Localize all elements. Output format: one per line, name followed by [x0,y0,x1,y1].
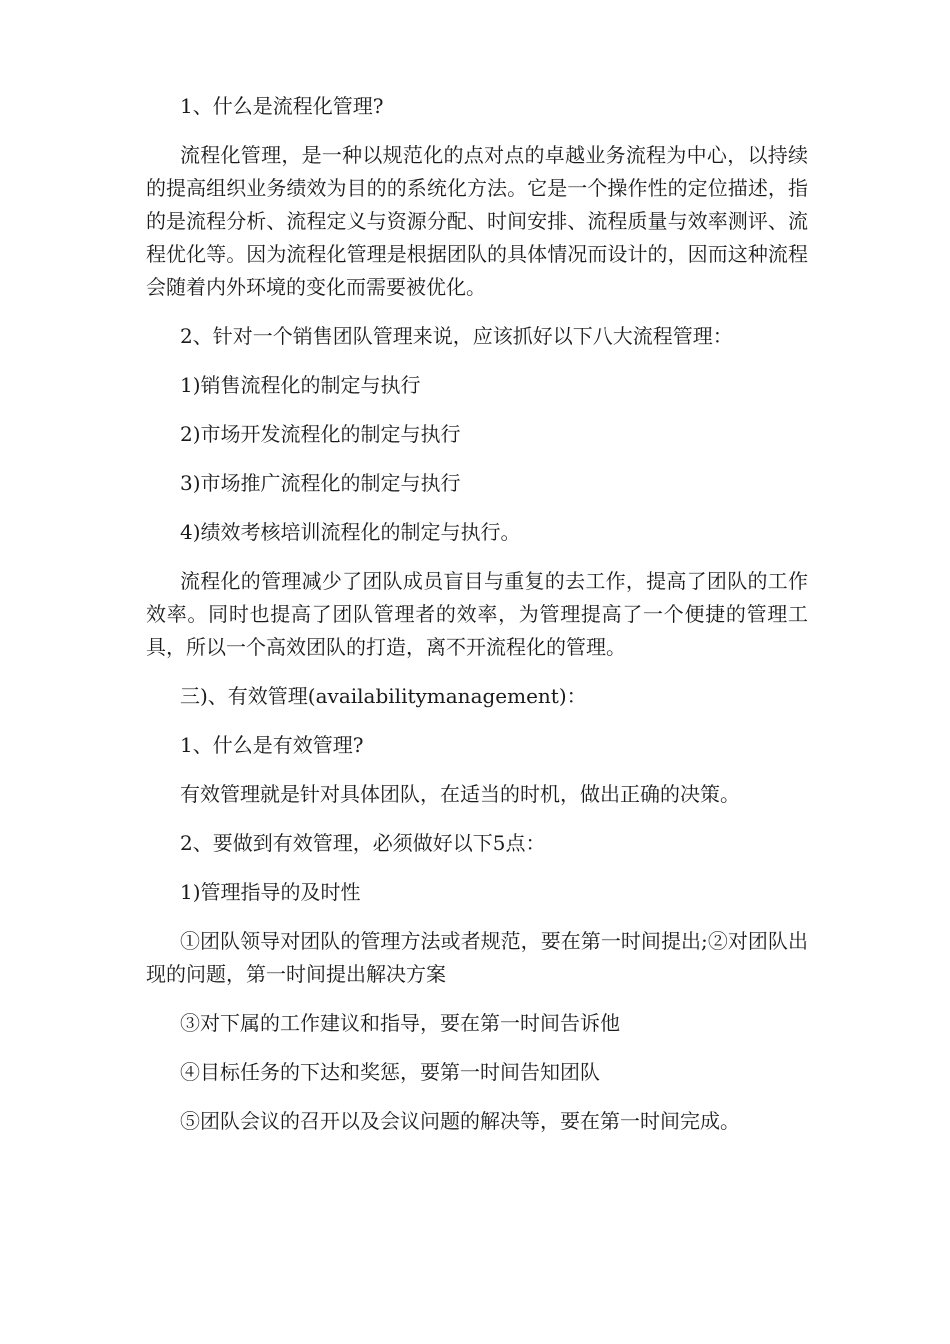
heading-what-is-process-management: 1、什么是流程化管理? [180,94,384,118]
paragraph-process-management-definition: 流程化管理，是一种以规范化的点对点的卓越业务流程为中心，以持续的提高组织业务绩效为目的的系统化方法。它是一个操作性的定位描述，指的是流程分析、流程定义与资源分配、时间安排、流程质量与效率测评、流程优化等。因为流程化管理是根据团队的具体情况而设计的，因而这种流程会随着内外环境的变化而需要被优化。 [146,143,808,299]
list-item-sales-process: 1)销售流程化的制定与执行 [180,373,421,397]
list-item-market-promotion: 3)市场推广流程化的制定与执行 [180,471,461,495]
list-item-market-development: 2)市场开发流程化的制定与执行 [180,422,461,446]
section-heading-availability-management: 三)、有效管理(availabilitymanagement)： [180,684,587,708]
list-item-circled-5: ⑤团队会议的召开以及会议问题的解决等，要在第一时间完成。 [180,1109,740,1133]
paragraph-process-benefits: 流程化的管理减少了团队成员盲目与重复的去工作，提高了团队的工作效率。同时也提高了团队管理者的效率，为管理提高了一个便捷的管理工具，所以一个高效团队的打造，离不开流程化的管理。 [146,569,808,659]
list-item-circled-4: ④目标任务的下达和奖惩，要第一时间告知团队 [180,1060,600,1084]
heading-what-is-effective-management: 1、什么是有效管理? [180,733,364,757]
list-item-circled-1-2: ①团队领导对团队的管理方法或者规范，要在第一时间提出;②对团队出现的问题，第一时间提出解决方案 [146,929,808,986]
document-page [146,90,808,1154]
list-item-timely-guidance: 1)管理指导的及时性 [180,880,361,904]
paragraph-effective-management-definition: 有效管理就是针对具体团队，在适当的时机，做出正确的决策。 [180,782,740,806]
list-item-performance-training: 4)绩效考核培训流程化的制定与执行。 [180,520,521,544]
list-item-circled-3: ③对下属的工作建议和指导，要在第一时间告诉他 [180,1011,620,1035]
heading-eight-processes: 2、针对一个销售团队管理来说，应该抓好以下八大流程管理： [180,324,733,348]
heading-five-points: 2、要做到有效管理，必须做好以下5点： [180,831,546,855]
